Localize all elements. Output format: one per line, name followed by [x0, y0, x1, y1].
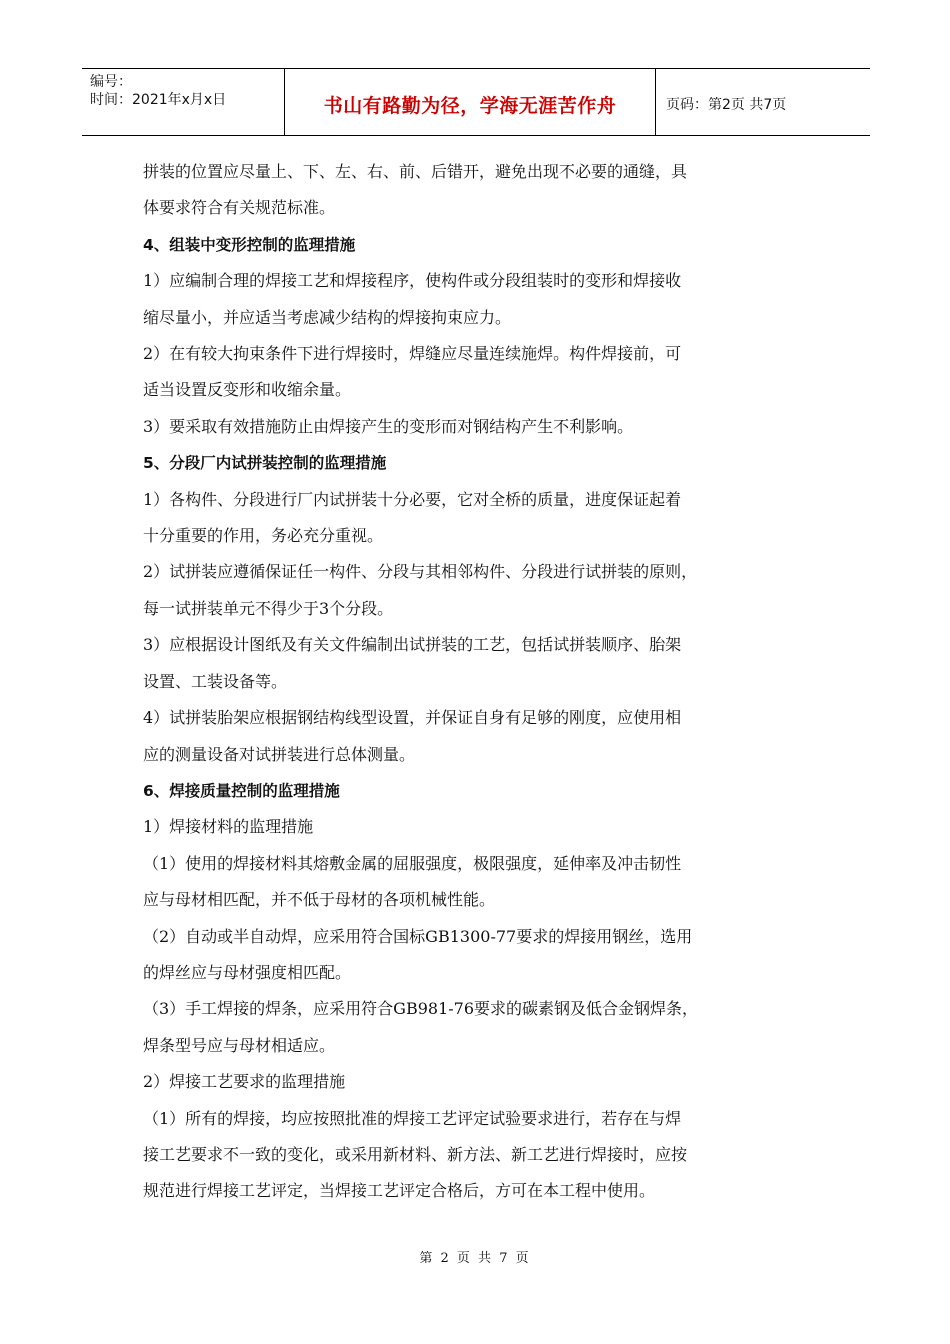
body-text-line: （2）自动或半自动焊，应采用符合国标GB1300-77要求的焊接用钢丝，选用 [143, 926, 693, 946]
body-text-line: （1）所有的焊接，均应按照批准的焊接工艺评定试验要求进行，若存在与焊 [143, 1108, 682, 1128]
section-heading: 5、分段厂内试拼装控制的监理措施 [143, 454, 387, 473]
body-text-line: 1）焊接材料的监理措施 [143, 817, 314, 837]
body-text-line: 2）在有较大拘束条件下进行焊接时，焊缝应尽量连续施焊。构件焊接前，可 [143, 344, 682, 364]
body-text-line: 体要求符合有关规范标准。 [143, 198, 336, 218]
body-text-line: 3）应根据设计图纸及有关文件编制出试拼装的工艺，包括试拼装顺序、胎架 [143, 635, 682, 655]
body-text-line: 十分重要的作用，务必充分重视。 [143, 526, 384, 546]
body-text-line: 应的测量设备对试拼装进行总体测量。 [143, 744, 416, 764]
body-text-line: （3）手工焊接的焊条，应采用符合GB981-76要求的碳素钢及低合金钢焊条， [143, 999, 699, 1019]
body-text-line: 1）应编制合理的焊接工艺和焊接程序，使构件或分段组装时的变形和焊接收 [143, 271, 682, 291]
header-meta [82, 69, 284, 135]
page-footer [0, 1247, 950, 1266]
section-heading: 6、焊接质量控制的监理措施 [143, 781, 340, 800]
body-text-line: 2）试拼装应遵循保证任一构件、分段与其相邻构件、分段进行试拼装的原则， [143, 562, 698, 582]
body-text-line: 3）要采取有效措施防止由焊接产生的变形而对钢结构产生不利影响。 [143, 416, 634, 436]
body-text-line: 接工艺要求不一致的变化，或采用新材料、新方法、新工艺进行焊接时，应按 [143, 1144, 688, 1164]
body-text-line: 2）焊接工艺要求的监理措施 [143, 1072, 346, 1092]
body-text-line: 规范进行焊接工艺评定，当焊接工艺评定合格后，方可在本工程中使用。 [143, 1181, 656, 1201]
doc-date-label: 时间：2021年x月x日 [90, 92, 227, 108]
page-code-text: 页码：第2页 共7页 [666, 97, 787, 113]
header-motto: 书山有路勤为径，学海无涯苦作舟 [323, 94, 617, 117]
footer-page-number: 第 2 页 共 7 页 [419, 1251, 531, 1266]
body-text-line: 4）试拼装胎架应根据钢结构线型设置，并保证自身有足够的刚度，应使用相 [143, 708, 682, 728]
page-header [82, 68, 870, 136]
section-heading: 4、组装中变形控制的监理措施 [143, 235, 356, 254]
body-text-line: 应与母材相匹配，并不低于母材的各项机械性能。 [143, 890, 496, 910]
body-text-line: 的焊丝应与母材强度相匹配。 [143, 962, 352, 982]
body-text-line: 1）各构件、分段进行厂内试拼装十分必要，它对全桥的质量，进度保证起着 [143, 489, 682, 509]
document-body [143, 154, 808, 1210]
header-page-code [656, 69, 870, 135]
body-text-line: 焊条型号应与母材相适应。 [143, 1035, 336, 1055]
body-text-line: 适当设置反变形和收缩余量。 [143, 380, 352, 400]
body-text-line: 拼装的位置应尽量上、下、左、右、前、后错开，避免出现不必要的通缝，具 [143, 162, 688, 181]
header-motto-cell [284, 69, 656, 135]
body-text-line: 设置、工装设备等。 [143, 671, 288, 691]
doc-number-label: 编号： [90, 74, 132, 90]
body-text-line: （1）使用的焊接材料其熔敷金属的屈服强度，极限强度，延伸率及冲击韧性 [143, 853, 682, 873]
body-text-line: 每一试拼装单元不得少于3个分段。 [143, 598, 394, 618]
body-text-line: 缩尽量小，并应适当考虑减少结构的焊接拘束应力。 [143, 307, 512, 327]
